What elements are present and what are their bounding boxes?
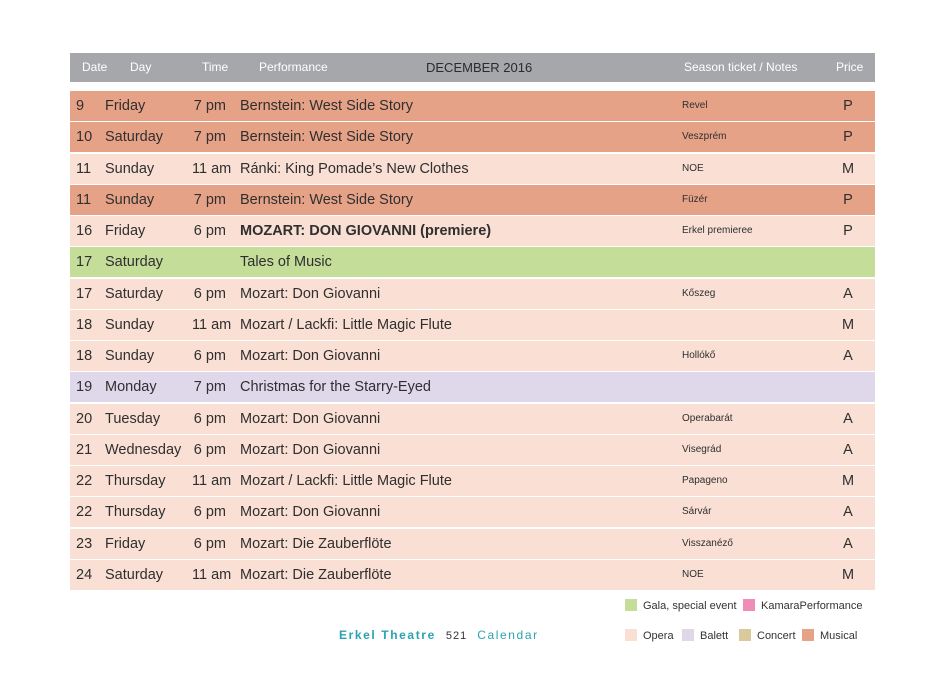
cell-price: M <box>841 316 855 333</box>
cell-notes: Visegrád <box>682 443 722 455</box>
header-month: DECEMBER 2016 <box>426 60 533 75</box>
cell-time: 6 pm <box>193 410 226 427</box>
table-row <box>70 497 875 527</box>
legend-kamara-label: KamaraPerformance <box>761 600 863 612</box>
legend-musical <box>802 629 857 642</box>
table-row <box>70 185 875 215</box>
table-row <box>70 247 875 277</box>
cell-day: Sunday <box>105 316 155 333</box>
cell-day: Thursday <box>105 473 166 490</box>
cell-time: 7 pm <box>193 379 226 396</box>
cell-day: Sunday <box>105 160 155 177</box>
cell-time: 7 pm <box>193 98 226 114</box>
cell-performance: Bernstein: West Side Story <box>240 98 414 114</box>
cell-performance: Bernstein: West Side Story <box>240 129 414 146</box>
cell-performance: Mozart: Don Giovanni <box>240 285 381 302</box>
cell-time: 6 pm <box>193 348 226 365</box>
cell-day: Friday <box>105 98 146 114</box>
cell-price: P <box>843 191 853 208</box>
legend-concert <box>739 629 796 642</box>
cell-date: 16 <box>76 223 93 240</box>
legend-concert-label: Concert <box>757 630 796 642</box>
cell-price: P <box>843 129 853 146</box>
table-row <box>70 529 875 559</box>
cell-time: 7 pm <box>193 191 226 208</box>
cell-notes: Erkel premieree <box>682 225 753 237</box>
cell-price: P <box>843 223 853 240</box>
cell-date: 23 <box>76 535 93 552</box>
cell-day: Thursday <box>105 504 166 521</box>
legend-gala <box>625 599 737 612</box>
cell-notes: NOE <box>682 162 704 174</box>
cell-date: 10 <box>76 129 93 146</box>
cell-price: A <box>843 285 853 302</box>
cell-price: A <box>843 348 853 365</box>
cell-day: Saturday <box>105 566 164 583</box>
cell-time: 6 pm <box>193 441 226 458</box>
cell-notes: Sárvár <box>682 506 712 518</box>
cell-time: 6 pm <box>193 535 226 552</box>
table-row <box>70 372 875 402</box>
cell-date: 19 <box>76 379 93 396</box>
cell-notes: Veszprém <box>682 131 727 143</box>
header-price: Price <box>836 60 864 74</box>
table-row <box>70 341 875 371</box>
table-row <box>70 122 875 152</box>
legend-balett <box>682 629 728 642</box>
cell-day: Sunday <box>105 348 155 365</box>
cell-day: Wednesday <box>105 441 182 458</box>
table-row <box>70 91 875 121</box>
cell-performance: Mozart: Don Giovanni <box>240 410 381 427</box>
cell-date: 22 <box>76 473 93 490</box>
cell-time: 6 pm <box>193 223 226 240</box>
cell-date: 18 <box>76 348 93 365</box>
cell-price: A <box>843 504 853 521</box>
legend-balett-label: Balett <box>700 630 729 642</box>
cell-date: 17 <box>76 285 93 302</box>
cell-date: 11 <box>76 191 92 208</box>
cell-price: A <box>843 410 853 427</box>
cell-time: 11 am <box>192 473 232 490</box>
cell-performance: Ránki: King Pomade’s New Clothes <box>240 160 469 177</box>
cell-price: A <box>843 441 853 458</box>
cell-price: A <box>843 535 853 552</box>
cell-notes: NOE <box>682 568 704 580</box>
cell-date: 18 <box>76 316 93 333</box>
cell-performance: Bernstein: West Side Story <box>240 191 414 208</box>
cell-day: Monday <box>105 379 157 396</box>
table-header <box>70 53 875 82</box>
cell-performance: Mozart: Don Giovanni <box>240 441 381 458</box>
cell-time: 11 am <box>192 160 232 177</box>
cell-performance: Christmas for the Starry-Eyed <box>240 379 431 396</box>
table-row <box>70 466 875 496</box>
footer-theatre: Erkel Theatre <box>339 628 436 642</box>
cell-performance: Mozart: Don Giovanni <box>240 504 381 521</box>
cell-notes: Revel <box>682 100 708 111</box>
cell-time: 7 pm <box>193 129 226 146</box>
page-number: 521 <box>445 630 468 642</box>
legend-musical-label: Musical <box>820 630 858 642</box>
cell-notes: Füzér <box>682 193 708 205</box>
legend-kamara <box>743 599 863 612</box>
cell-date: 20 <box>76 410 93 427</box>
cell-notes: Visszanéző <box>682 537 733 549</box>
cell-notes: Papageno <box>682 475 728 487</box>
cell-time: 11 am <box>192 316 232 333</box>
calendar-table <box>70 53 875 591</box>
header-notes: Season ticket / Notes <box>684 60 798 74</box>
cell-day: Sunday <box>105 191 155 208</box>
header-date: Date <box>82 60 108 74</box>
legend-kamara-swatch <box>743 599 755 611</box>
cell-price: M <box>841 160 855 177</box>
cell-price: M <box>841 473 855 490</box>
cell-day: Friday <box>105 535 146 552</box>
cell-day: Saturday <box>105 129 164 146</box>
legend-opera-label: Opera <box>643 630 674 642</box>
cell-performance: Tales of Music <box>240 254 332 271</box>
cell-date: 22 <box>76 504 93 521</box>
cell-date: 17 <box>76 254 93 271</box>
legend-concert-swatch <box>739 629 751 641</box>
cell-time: 11 am <box>192 566 232 583</box>
table-row <box>70 404 875 434</box>
table-row <box>70 560 875 590</box>
table-row <box>70 310 875 340</box>
legend-gala-label: Gala, special event <box>643 600 737 612</box>
cell-time: 6 pm <box>193 504 226 521</box>
table-row <box>70 279 875 309</box>
table-row <box>70 154 875 184</box>
footer-section: Calendar <box>477 628 539 642</box>
table-row <box>70 435 875 465</box>
cell-date: 24 <box>76 566 93 583</box>
cell-notes: Operabarát <box>682 412 733 424</box>
cell-performance: MOZART: DON GIOVANNI (premiere) <box>240 223 492 240</box>
header-time: Time <box>202 60 229 74</box>
cell-notes: Kőszeg <box>682 287 716 299</box>
footer-title <box>339 628 539 642</box>
legend-opera <box>625 629 674 642</box>
cell-day: Friday <box>105 223 146 240</box>
cell-date: 21 <box>76 441 93 458</box>
table-row <box>70 216 875 246</box>
cell-performance: Mozart: Die Zauberflöte <box>240 566 392 583</box>
table-body <box>70 91 875 590</box>
cell-performance: Mozart: Die Zauberflöte <box>240 535 392 552</box>
cell-notes: Hollókő <box>682 350 716 362</box>
cell-date: 9 <box>76 98 85 114</box>
cell-price: M <box>841 566 855 583</box>
cell-price: P <box>843 98 853 114</box>
header-day: Day <box>130 60 152 74</box>
legend-gala-swatch <box>625 599 637 611</box>
cell-time: 6 pm <box>193 285 226 302</box>
cell-performance: Mozart / Lackfi: Little Magic Flute <box>240 473 452 490</box>
cell-day: Saturday <box>105 254 164 271</box>
cell-day: Saturday <box>105 285 164 302</box>
cell-performance: Mozart / Lackfi: Little Magic Flute <box>240 316 452 333</box>
legend-musical-swatch <box>802 629 814 641</box>
legend-balett-swatch <box>682 629 694 641</box>
cell-day: Tuesday <box>105 410 161 427</box>
cell-date: 11 <box>76 160 92 177</box>
legend-opera-swatch <box>625 629 637 641</box>
header-performance: Performance <box>259 60 328 74</box>
cell-performance: Mozart: Don Giovanni <box>240 348 381 365</box>
